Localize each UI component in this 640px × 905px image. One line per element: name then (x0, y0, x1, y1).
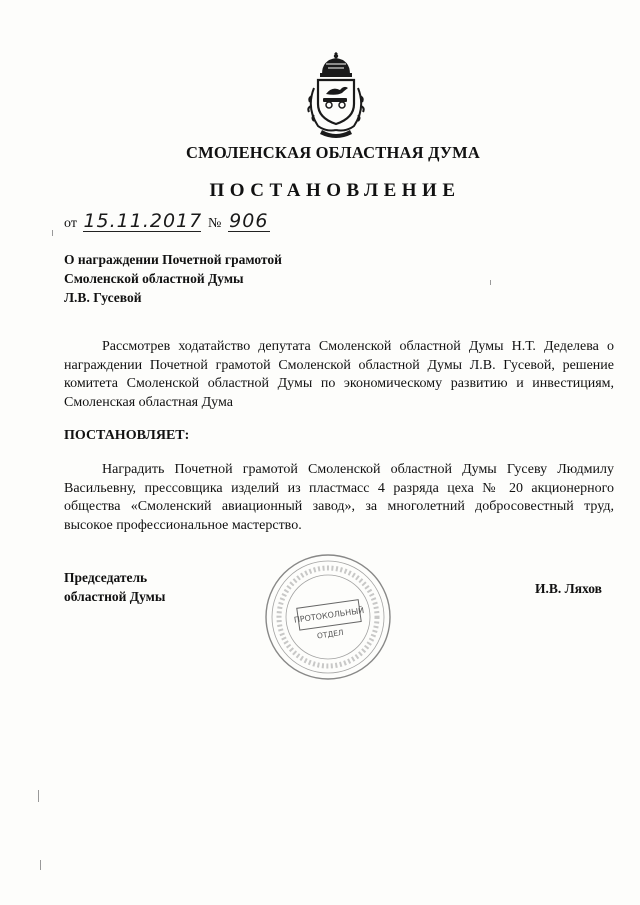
signatory-name: И.В. Ляхов (535, 581, 602, 596)
decree-heading: ПОСТАНОВЛЯЕТ: (64, 428, 190, 443)
signatory-title-line: Председатель (64, 570, 148, 585)
date-number-line (64, 211, 270, 232)
scan-artifact (52, 230, 53, 236)
coat-of-arms-icon (296, 52, 376, 138)
number-label: № (207, 216, 222, 231)
decision-paragraph: Наградить Почетной грамотой Смоленской областной Думы Гусеву Людмилу Васильевну, прессовщика изделий из пластмасс 4 разряда цеха № 20 акционерного общества «Смоленский авиационный завод», за многолетний добросовестный труд, высокое профессиональное мастерство. (64, 462, 614, 533)
scan-artifact (40, 860, 41, 870)
stamp-center-text: ПРОТОКОЛЬНЫЙ (293, 605, 365, 625)
document-type-title: ПОСТАНОВЛЕНИЕ (209, 180, 461, 201)
subject-heading (64, 250, 384, 307)
subject-line: Смоленской областной Думы (64, 271, 244, 286)
organization-name: СМОЛЕНСКАЯ ОБЛАСТНАЯ ДУМА (185, 143, 481, 162)
signatory-title-line: областной Думы (64, 589, 166, 604)
preamble-paragraph: Рассмотрев ходатайство депутата Смоленской областной Думы Н.Т. Деделева о награждении Почетной грамотой Смоленской областной Думы Л.В. Гусевой, решение комитета Смоленской областной Думы по экономическому развитию и инвестициям, Смоленская областная Дума (64, 339, 614, 410)
signatory-title (64, 568, 165, 606)
date-from-label: от (64, 216, 77, 231)
subject-line: Л.В. Гусевой (64, 290, 142, 305)
stamp-center-text: ОТДЕЛ (316, 627, 345, 641)
scan-artifact (38, 790, 39, 802)
subject-line: О награждении Почетной грамотой (64, 252, 282, 267)
official-stamp (258, 552, 398, 682)
handwritten-date: 15.11.2017 (83, 210, 203, 232)
scan-artifact (490, 280, 491, 285)
handwritten-number: 906 (229, 210, 269, 232)
